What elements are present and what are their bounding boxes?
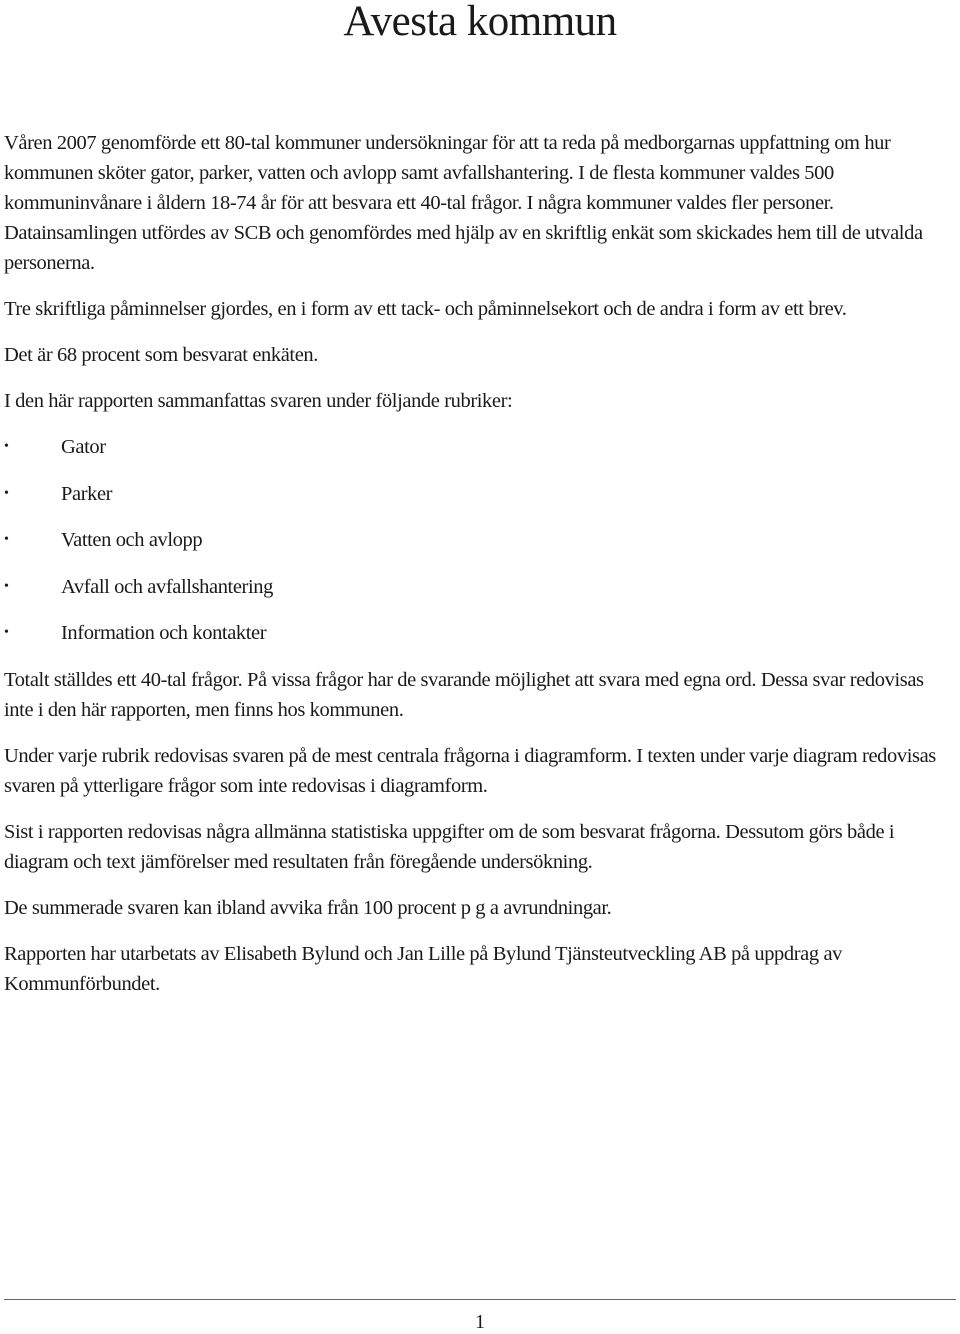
intro-paragraph-reminders: Tre skriftliga påminnelser gjordes, en i form av ett tack- och påminnelsekort och de andra i form av ett brev.: [4, 298, 847, 320]
bullet-icon: •: [4, 485, 9, 501]
list-item-label: Avfall och avfallshantering: [61, 575, 273, 598]
list-item: [4, 618, 956, 648]
intro-paragraph-rubrics-lead: I den här rapporten sammanfattas svaren under följande rubriker:: [4, 390, 513, 412]
list-item: [4, 479, 956, 509]
outro-paragraph-rounding: De summerade svaren kan ibland avvika från 100 procent p g a avrundningar.: [4, 896, 612, 919]
page-number: 1: [475, 1311, 485, 1333]
list-item: [4, 572, 956, 602]
bullet-icon: •: [4, 578, 9, 594]
outro-paragraph-diagrams: Under varje rubrik redovisas svaren på de mest centrala frågorna i diagramform. I texten under varje diagram redovisas svaren på ytterligare frågor som inte redovisas i diagramform.: [4, 744, 936, 797]
list-item-label: Parker: [61, 482, 113, 505]
outro-paragraph-questions: Totalt ställdes ett 40-tal frågor. På vissa frågor har de svarande möjlighet att svara med egna ord. Dessa svar redovisas inte i den här rapporten, men finns hos kommunen.: [4, 668, 924, 721]
intro-paragraph-response-rate: Det är 68 procent som besvarat enkäten.: [4, 344, 318, 366]
rubric-list: [4, 432, 956, 648]
list-item: [4, 525, 956, 555]
list-item-label: Gator: [61, 436, 106, 458]
bullet-icon: •: [4, 532, 9, 547]
list-item-label: Vatten och avlopp: [61, 529, 203, 551]
document-body: [4, 128, 956, 1015]
bullet-icon: •: [4, 625, 9, 640]
outro-paragraph-statistics: Sist i rapporten redovisas några allmänna statistiska uppgifter om de som besvarat frågorna. Dessutom görs både i diagram och text jämförelser med resultaten från föregående undersökning.: [4, 820, 895, 873]
outro-paragraph-authors: Rapporten har utarbetats av Elisabeth Bylund och Jan Lille på Bylund Tjänsteutveckling AB på uppdrag av Kommunförbundet.: [4, 942, 843, 995]
footer-divider: [4, 1299, 956, 1300]
bullet-icon: •: [4, 439, 9, 454]
intro-paragraph-survey: Våren 2007 genomförde ett 80-tal kommuner undersökningar för att ta reda på medborgarnas uppfattning om hur kommunen sköter gator, parker, vatten och avlopp samt avfallshantering. I de flesta kommuner valdes 500 kommuninvånare i åldern 18-74 år för att besvara ett 40-tal frågor. I några kommuner valdes fler personer. Datainsamlingen utfördes av SCB och genomfördes med hjälp av en skriftlig enkät som skickades hem till de utvalda personerna.: [4, 132, 923, 274]
page-title: Avesta kommun: [343, 0, 617, 45]
list-item: [4, 432, 956, 462]
list-item-label: Information och kontakter: [61, 622, 267, 644]
